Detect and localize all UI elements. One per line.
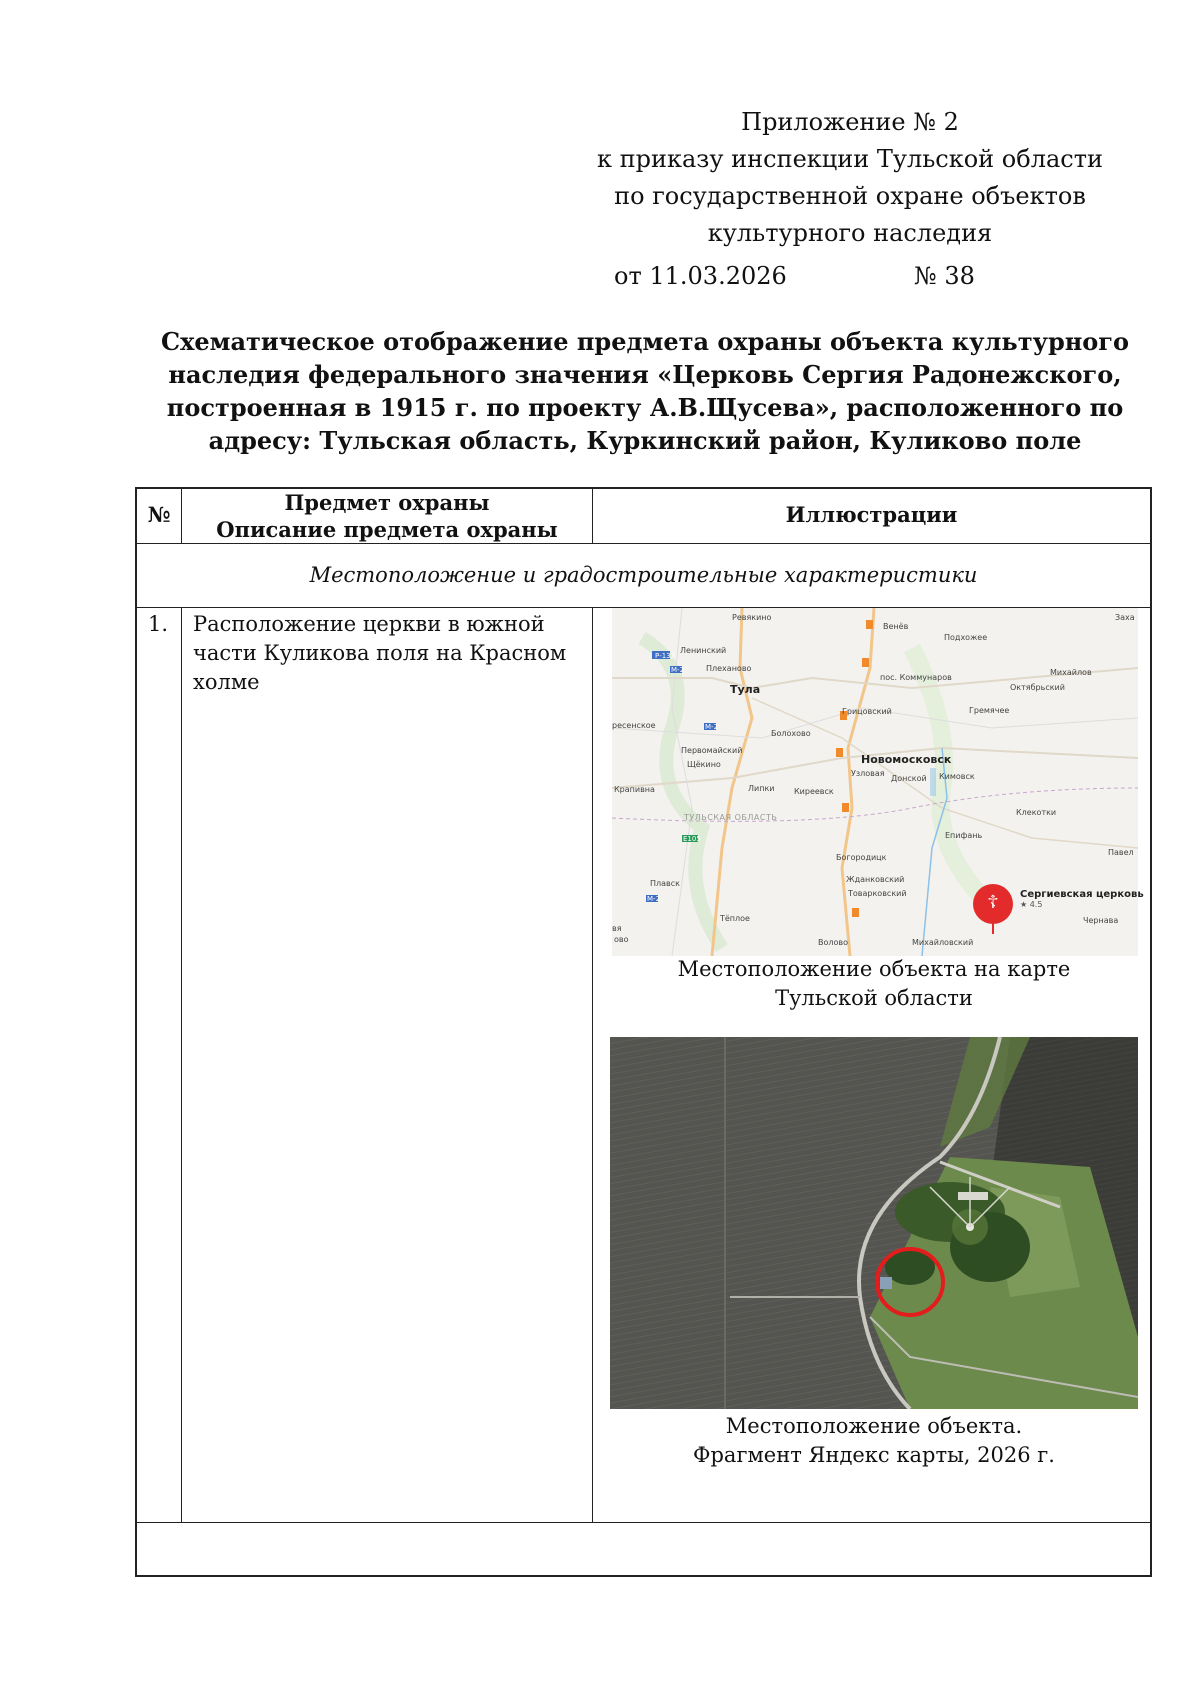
title-line: построенная в 1915 г. по проекту А.В.Щусева», расположенного по: [166, 393, 1124, 422]
road-badge: Е105: [683, 835, 701, 843]
road-badge: Р-132: [655, 652, 676, 660]
table-border: [135, 487, 137, 1577]
map-label: Ревякино: [732, 613, 772, 622]
caption-line: Тульской области: [775, 986, 973, 1010]
map-label: Октябрьский: [1010, 683, 1065, 692]
order-date-row: [614, 262, 975, 290]
orthodox-cross-icon: ☦: [987, 892, 999, 913]
table-border: [181, 607, 182, 1523]
map-label: Первомайский: [681, 746, 743, 755]
table-border: [135, 1522, 1152, 1523]
row-description: Расположение церкви в южной части Куликова поля на Красном холме: [193, 612, 567, 694]
satellite-image: [610, 1037, 1138, 1409]
section-title: Местоположение и градостроительные характеристики: [309, 563, 978, 587]
map-label: Узловая: [851, 769, 885, 778]
map-label: Венёв: [883, 622, 909, 631]
caption-line: Фрагмент Яндекс карты, 2026 г.: [693, 1443, 1055, 1467]
map-label: Гремячее: [969, 706, 1010, 715]
map-label: Чернава: [1083, 916, 1119, 925]
map-label: Михайлов: [1050, 668, 1092, 677]
map-label: Жданковский: [846, 875, 905, 884]
map-label: Болохово: [771, 729, 811, 738]
map-label: Кимовск: [939, 772, 975, 781]
map-label: Крапивна: [614, 785, 655, 794]
poi-rating: ★ 4.5: [1020, 900, 1043, 909]
table-border: [135, 543, 1152, 544]
map-label: Подхожее: [944, 633, 988, 642]
header-illustrations: Иллюстрации: [785, 502, 958, 527]
map-caption: [598, 955, 1150, 1013]
map-label: Грицовский: [842, 707, 892, 716]
poi-tail: [992, 922, 994, 934]
map-label: Ленинский: [680, 646, 727, 655]
map-label: Тёплое: [720, 914, 750, 923]
appendix-order-line: культурного наследия: [707, 219, 993, 247]
document-title: [150, 325, 1140, 457]
map-label: Плеханово: [706, 664, 752, 673]
map-label: Донской: [891, 774, 927, 783]
road-badge: М-2: [647, 895, 661, 903]
order-number: № 38: [914, 262, 975, 290]
map-label: Липки: [748, 784, 775, 793]
map-label: ТУЛЬСКАЯ ОБЛАСТЬ: [684, 813, 778, 822]
map-label: ово: [614, 935, 629, 944]
church-poi-marker: [973, 884, 1013, 924]
poi-label: [1020, 889, 1144, 909]
map-label: Товарковский: [848, 889, 907, 898]
map-label: Епифань: [945, 831, 983, 840]
appendix-order-line: по государственной охране объектов: [614, 182, 1086, 210]
caption-line: Местоположение объекта на карте: [677, 957, 1071, 981]
appendix-block: [560, 104, 1140, 252]
map-label: Тула: [730, 683, 761, 696]
order-date: от 11.03.2026: [614, 262, 787, 290]
appendix-order-line: к приказу инспекции Тульской области: [597, 145, 1103, 173]
map-label: вя: [612, 924, 622, 933]
header-subject-line: Описание предмета охраны: [216, 517, 558, 542]
map-label: Клекотки: [1016, 808, 1057, 817]
road-badge: М-2: [705, 723, 719, 731]
table-border: [135, 1575, 1152, 1577]
map-label: Плавск: [650, 879, 680, 888]
map-label: пос. Коммунаров: [880, 673, 952, 682]
map-label: Заха: [1115, 613, 1135, 622]
map-label: Павел: [1108, 848, 1134, 857]
poi-name: Сергиевская церковь: [1020, 889, 1144, 900]
satellite-drawing: [610, 1037, 1138, 1409]
map-label: Новомосковск: [861, 753, 952, 766]
title-line: Схематическое отображение предмета охраны объекта культурного: [160, 327, 1130, 356]
caption-line: Местоположение объекта.: [725, 1414, 1023, 1438]
map-label: Волово: [818, 938, 848, 947]
map-label: Щёкино: [687, 760, 721, 769]
appendix-title: Приложение № 2: [741, 108, 959, 136]
title-line: наследия федерального значения «Церковь Сергия Радонежского,: [168, 360, 1122, 389]
title-line: адресу: Тульская область, Куркинский район, Куликово поле: [208, 426, 1082, 455]
header-subject-line: Предмет охраны: [284, 490, 490, 515]
road-badge: М-2: [671, 666, 685, 674]
map-label: Киреевск: [794, 787, 834, 796]
row-number: 1.: [148, 612, 169, 636]
header-number: №: [147, 502, 171, 527]
table-border: [1150, 487, 1152, 1577]
map-label: ресенское: [612, 721, 656, 730]
satellite-caption: [598, 1412, 1150, 1470]
header-subject: [182, 489, 592, 543]
table-border: [592, 607, 593, 1523]
map-label: Богородицк: [836, 853, 887, 862]
map-label: Михайловский: [912, 938, 974, 947]
